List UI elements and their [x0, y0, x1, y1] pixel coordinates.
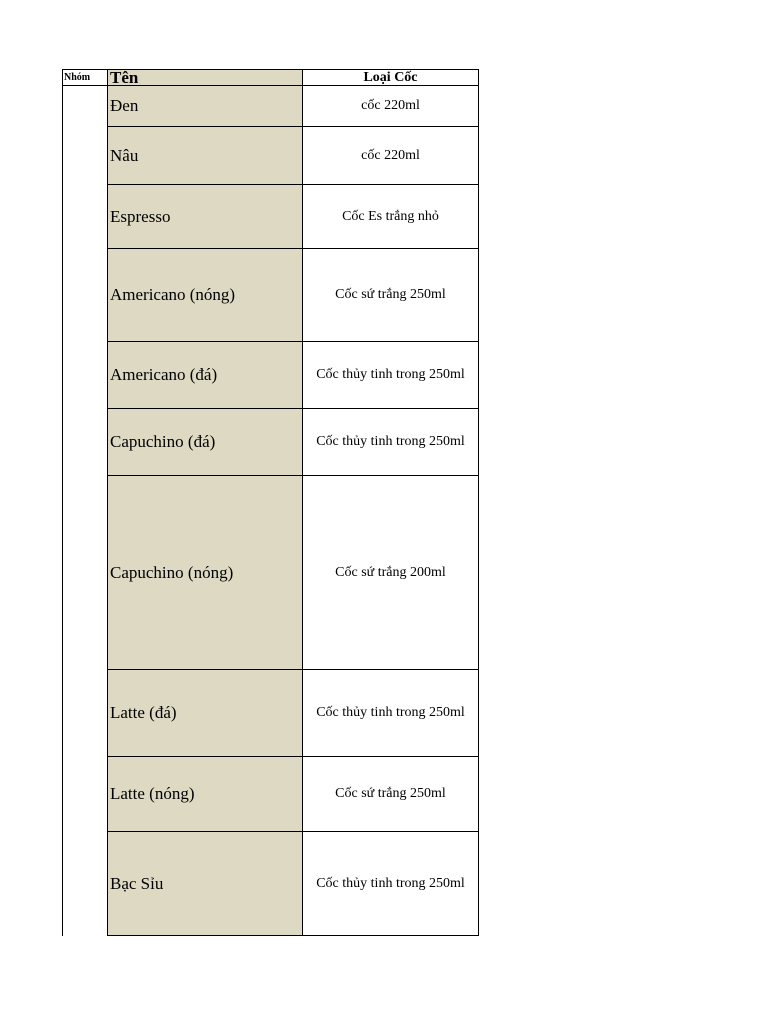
cup-type-cell[interactable]: Cốc Es trắng nhỏ — [302, 185, 479, 249]
drink-name-cell[interactable]: Latte (nóng) — [107, 757, 302, 832]
group-cell[interactable] — [62, 476, 107, 670]
cup-type-cell[interactable]: Cốc thủy tinh trong 250ml — [302, 409, 479, 476]
table-row — [62, 670, 479, 757]
group-cell[interactable] — [62, 832, 107, 936]
group-cell[interactable] — [62, 249, 107, 342]
cup-type-cell[interactable]: Cốc sứ trắng 250ml — [302, 249, 479, 342]
header-name[interactable]: Tên — [107, 70, 302, 86]
table-row — [62, 476, 479, 670]
cup-type-cell[interactable]: cốc 220ml — [302, 86, 479, 127]
drink-name-cell[interactable]: Latte (đá) — [107, 670, 302, 757]
drink-name-cell[interactable]: Bạc Sỉu — [107, 832, 302, 936]
drink-name-cell[interactable]: Espresso — [107, 185, 302, 249]
table-row — [62, 86, 479, 127]
header-row — [62, 69, 479, 86]
drink-name-cell[interactable]: Capuchino (nóng) — [107, 476, 302, 670]
spreadsheet-table — [62, 69, 479, 936]
drink-name-cell[interactable]: Americano (đá) — [107, 342, 302, 409]
drink-name-cell[interactable]: Capuchino (đá) — [107, 409, 302, 476]
group-cell[interactable] — [62, 86, 107, 127]
group-cell[interactable] — [62, 185, 107, 249]
table-row — [62, 249, 479, 342]
table-body — [62, 86, 479, 936]
cup-type-cell[interactable]: cốc 220ml — [302, 127, 479, 185]
cup-type-cell[interactable]: Cốc sứ trắng 200ml — [302, 476, 479, 670]
cup-type-cell[interactable]: Cốc thủy tinh trong 250ml — [302, 832, 479, 936]
cup-type-cell[interactable]: Cốc sứ trắng 250ml — [302, 757, 479, 832]
table-row — [62, 832, 479, 936]
drink-name-cell[interactable]: Nâu — [107, 127, 302, 185]
header-cup-type[interactable]: Loại Cốc — [302, 70, 479, 86]
table-row — [62, 409, 479, 476]
group-cell[interactable] — [62, 757, 107, 832]
group-cell[interactable] — [62, 670, 107, 757]
cup-type-cell[interactable]: Cốc thủy tinh trong 250ml — [302, 342, 479, 409]
drink-name-cell[interactable]: Americano (nóng) — [107, 249, 302, 342]
table-row — [62, 757, 479, 832]
header-group[interactable]: Nhóm — [62, 70, 107, 86]
group-cell[interactable] — [62, 409, 107, 476]
table-row — [62, 127, 479, 185]
group-cell[interactable] — [62, 127, 107, 185]
drink-name-cell[interactable]: Đen — [107, 86, 302, 127]
table-row — [62, 185, 479, 249]
group-cell[interactable] — [62, 342, 107, 409]
cup-type-cell[interactable]: Cốc thủy tinh trong 250ml — [302, 670, 479, 757]
table-row — [62, 342, 479, 409]
